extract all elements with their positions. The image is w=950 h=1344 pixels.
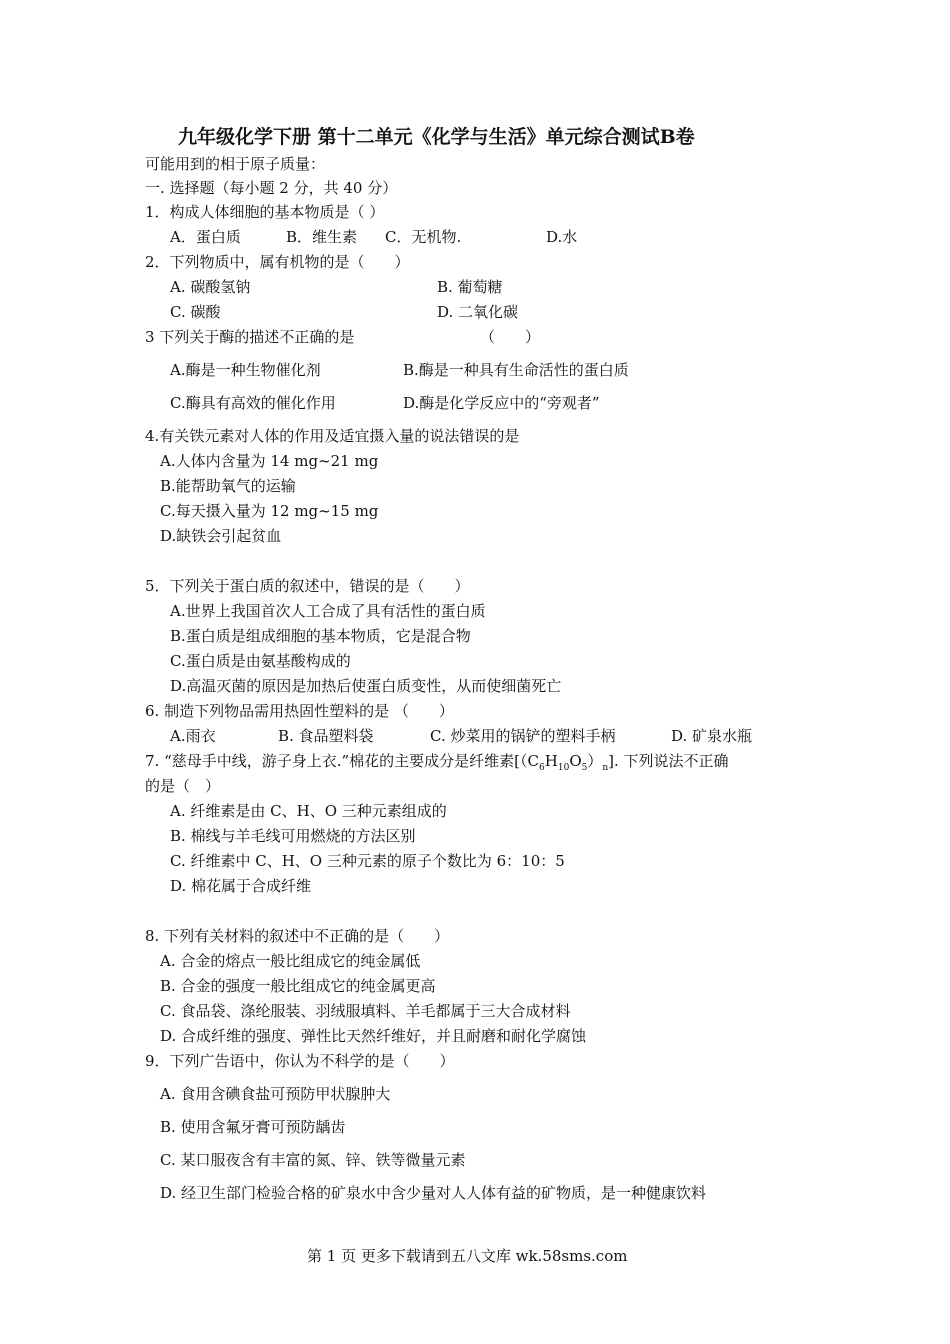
q5-option-d: D.高温灭菌的原因是加热后使蛋白质变性，从而使细菌死亡 [170, 677, 562, 695]
q4-option-d: D.缺铁会引起贫血 [160, 527, 282, 545]
q7-option-a: A. 纤维素是由 C、H、O 三种元素组成的 [170, 802, 447, 820]
q9-stem: 9．下列广告语中，你认为不科学的是（ ） [145, 1052, 455, 1070]
q8-option-a: A. 合金的熔点一般比组成它的纯金属低 [160, 952, 421, 970]
page-footer: 第 1 页 更多下载请到五八文库 wk.58sms.com [307, 1247, 628, 1265]
atomic-mass-line: 可能用到的相于原子质量： [145, 155, 326, 173]
q4-option-a: A.人体内含量为 14 mg~21 mg [160, 452, 379, 470]
q2-stem: 2．下列物质中，属有机物的是（ ） [145, 253, 410, 271]
q2-option-d: D. 二氧化碳 [437, 303, 519, 321]
section-heading: 一. 选择题（每小题 2 分，共 40 分） [145, 179, 398, 197]
q7-option-d: D. 棉花属于合成纤维 [170, 877, 312, 895]
q5-option-a: A.世界上我国首次人工合成了具有活性的蛋白质 [170, 602, 486, 620]
q4-option-b: B.能帮助氧气的运输 [160, 477, 296, 495]
q1-stem: 1．构成人体细胞的基本物质是（ ） [145, 203, 385, 221]
q8-option-b: B. 合金的强度一般比组成它的纯金属更高 [160, 977, 436, 995]
q4-option-c: C.每天摄入量为 12 mg~15 mg [160, 502, 379, 520]
q1-option-d: D.水 [546, 228, 578, 246]
q9-option-d: D. 经卫生部门检验合格的矿泉水中含少量对人人体有益的矿物质，是一种健康饮料 [160, 1184, 707, 1202]
q3-option-b: B.酶是一种具有生命活性的蛋白质 [403, 361, 629, 379]
q7-stem-continued: 的是（ ） [145, 777, 221, 795]
q3-stem: 3 下列关于酶的描述不正确的是 [145, 328, 355, 346]
q8-option-c: C. 食品袋、涤纶服装、羽绒服填料、羊毛都属于三大合成材料 [160, 1002, 571, 1020]
q9-option-c: C. 某口服夜含有丰富的氮、锌、铁等微量元素 [160, 1151, 466, 1169]
q1-option-b: B．维生素 [286, 228, 358, 246]
q3-answer-paren: （ ） [480, 328, 541, 346]
q8-stem: 8. 下列有关材料的叙述中不正确的是（ ） [145, 927, 450, 945]
q6-option-d: D. 矿泉水瓶 [671, 727, 753, 745]
q3-option-c: C.酶具有高效的催化作用 [170, 394, 336, 412]
q1-option-a: A．蛋白质 [170, 228, 241, 246]
q2-option-a: A. 碳酸氢钠 [170, 278, 251, 296]
q5-option-b: B.蛋白质是组成细胞的基本物质，它是混合物 [170, 627, 471, 645]
q6-option-a: A.雨衣 [170, 727, 216, 745]
q6-option-c: C. 炒菜用的锅铲的塑料手柄 [430, 727, 616, 745]
q5-stem: 5．下列关于蛋白质的叙述中，错误的是（ ） [145, 577, 470, 595]
q8-option-d: D. 合成纤维的强度、弹性比天然纤维好，并且耐磨和耐化学腐蚀 [160, 1027, 587, 1045]
q9-option-a: A. 食用含碘食盐可预防甲状腺肿大 [160, 1085, 391, 1103]
page-title: 九年级化学下册 第十二单元《化学与生活》单元综合测试B卷 [178, 126, 695, 148]
q9-option-b: B. 使用含氟牙膏可预防龋齿 [160, 1118, 346, 1136]
q3-option-d: D.酶是化学反应中的“旁观者” [403, 394, 600, 412]
q3-option-a: A.酶是一种生物催化剂 [170, 361, 321, 379]
q7-stem: 7. “慈母手中线，游子身上衣.”棉花的主要成分是纤维素$[(C_6H_{10}O_5)_n]$. 下列说法不正确 [145, 752, 729, 773]
q7-option-c: C. 纤维素中 C、H、O 三种元素的原子个数比为 6：10：5 [170, 852, 565, 870]
q6-stem: 6. 制造下列物品需用热固性塑料的是 （ ） [145, 702, 454, 720]
q2-option-b: B. 葡萄糖 [437, 278, 503, 296]
q4-stem: 4.有关铁元素对人体的作用及适宜摄入量的说法错误的是 [145, 427, 520, 445]
q7-option-b: B. 棉线与羊毛线可用燃烧的方法区别 [170, 827, 416, 845]
q5-option-c: C.蛋白质是由氨基酸构成的 [170, 652, 351, 670]
q6-option-b: B. 食品塑料袋 [278, 727, 374, 745]
q1-option-c: C．无机物. [385, 228, 462, 246]
q2-option-c: C. 碳酸 [170, 303, 221, 321]
